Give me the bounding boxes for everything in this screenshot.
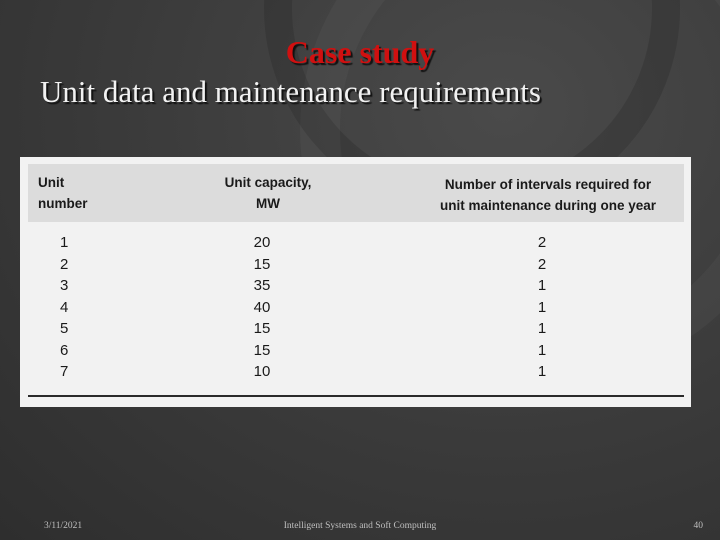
table-cell: 15: [253, 320, 271, 337]
table-header: [28, 164, 684, 222]
table-cell: 15: [253, 341, 271, 359]
table-cell: 40: [253, 298, 271, 316]
table-cell: 2: [537, 255, 547, 273]
unit-data-table: [20, 157, 691, 407]
table-cell: 20: [253, 234, 271, 251]
table-cell: 1: [537, 363, 547, 380]
table-bottom-rule: [28, 395, 684, 397]
column-maintenance-intervals: [532, 232, 552, 383]
footer-date: 3/11/2021: [44, 521, 83, 531]
table-cell: 10: [253, 363, 271, 380]
table-cell: 5: [60, 320, 69, 337]
table-cell: 35: [253, 277, 271, 294]
table-cell: 15: [253, 255, 271, 273]
footer-course-title: Intelligent Systems and Soft Computing: [283, 521, 437, 531]
table-cell: 6: [60, 341, 69, 359]
column-unit-capacity: [242, 232, 282, 383]
header-unit-number: Unit number: [38, 175, 88, 211]
table-cell: 4: [60, 298, 69, 316]
table-cell: 1: [537, 341, 547, 359]
column-unit-number: [60, 232, 90, 383]
table-cell: 1: [60, 234, 69, 251]
table-cell: 7: [60, 363, 69, 380]
table-cell: 1: [537, 298, 547, 316]
table-cell: 2: [537, 234, 547, 251]
header-maintenance-intervals: Number of intervals required for unit maintenance during one year: [439, 177, 657, 213]
header-unit-capacity: Unit capacity, MW: [224, 175, 312, 211]
table-cell: 1: [537, 277, 547, 294]
table-cell: 2: [60, 255, 69, 273]
table-cell: 1: [537, 320, 547, 337]
slide-subtitle: Unit data and maintenance requirements: [40, 74, 541, 109]
footer-page-number: 40: [693, 521, 703, 531]
slide-title: Case study: [285, 34, 435, 70]
table-cell: 3: [60, 277, 69, 294]
